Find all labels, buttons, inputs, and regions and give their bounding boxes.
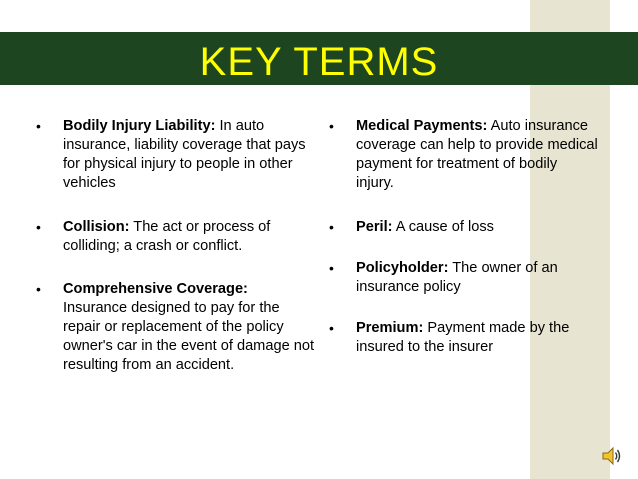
bullet: •	[36, 118, 41, 134]
term-name: Peril:	[356, 219, 393, 235]
term-definition: Insurance designed to pay for the repair or replacement of the policy owner's car in the event of damage not resulting from an accident.	[63, 300, 315, 373]
left-column	[36, 117, 316, 375]
term-definition: The act or process of colliding; a crash or conflict.	[63, 219, 271, 254]
term-definition: Auto insurance coverage can help to provide medical payment for treatment of bodily injury.	[356, 118, 598, 191]
speaker-icon[interactable]	[601, 445, 623, 467]
term-item	[329, 117, 599, 193]
term-definition: The owner of an insurance policy	[356, 260, 558, 295]
bullet: •	[329, 260, 334, 276]
term-item	[36, 218, 316, 256]
bullet: •	[36, 281, 41, 297]
bullet: •	[329, 320, 334, 336]
term-item	[329, 259, 599, 297]
term-item	[36, 280, 316, 375]
term-definition: A cause of loss	[392, 219, 494, 235]
term-name: Medical Payments:	[356, 118, 488, 134]
bullet: •	[329, 118, 334, 134]
bullet: •	[36, 219, 41, 235]
term-name: Comprehensive Coverage:	[63, 281, 248, 297]
term-item	[329, 218, 599, 237]
term-item	[329, 319, 599, 357]
term-name: Bodily Injury Liability:	[63, 118, 216, 134]
term-definition: In auto insurance, liability coverage that pays for physical injury to people in other vehicles	[63, 118, 306, 191]
term-name: Premium:	[356, 320, 424, 336]
right-column	[329, 117, 599, 357]
term-name: Policyholder:	[356, 260, 449, 276]
term-definition: Payment made by the insured to the insurer	[356, 320, 570, 355]
term-name: Collision:	[63, 219, 130, 235]
bullet: •	[329, 219, 334, 235]
term-item	[36, 117, 316, 193]
slide-title: KEY TERMS	[199, 40, 439, 84]
